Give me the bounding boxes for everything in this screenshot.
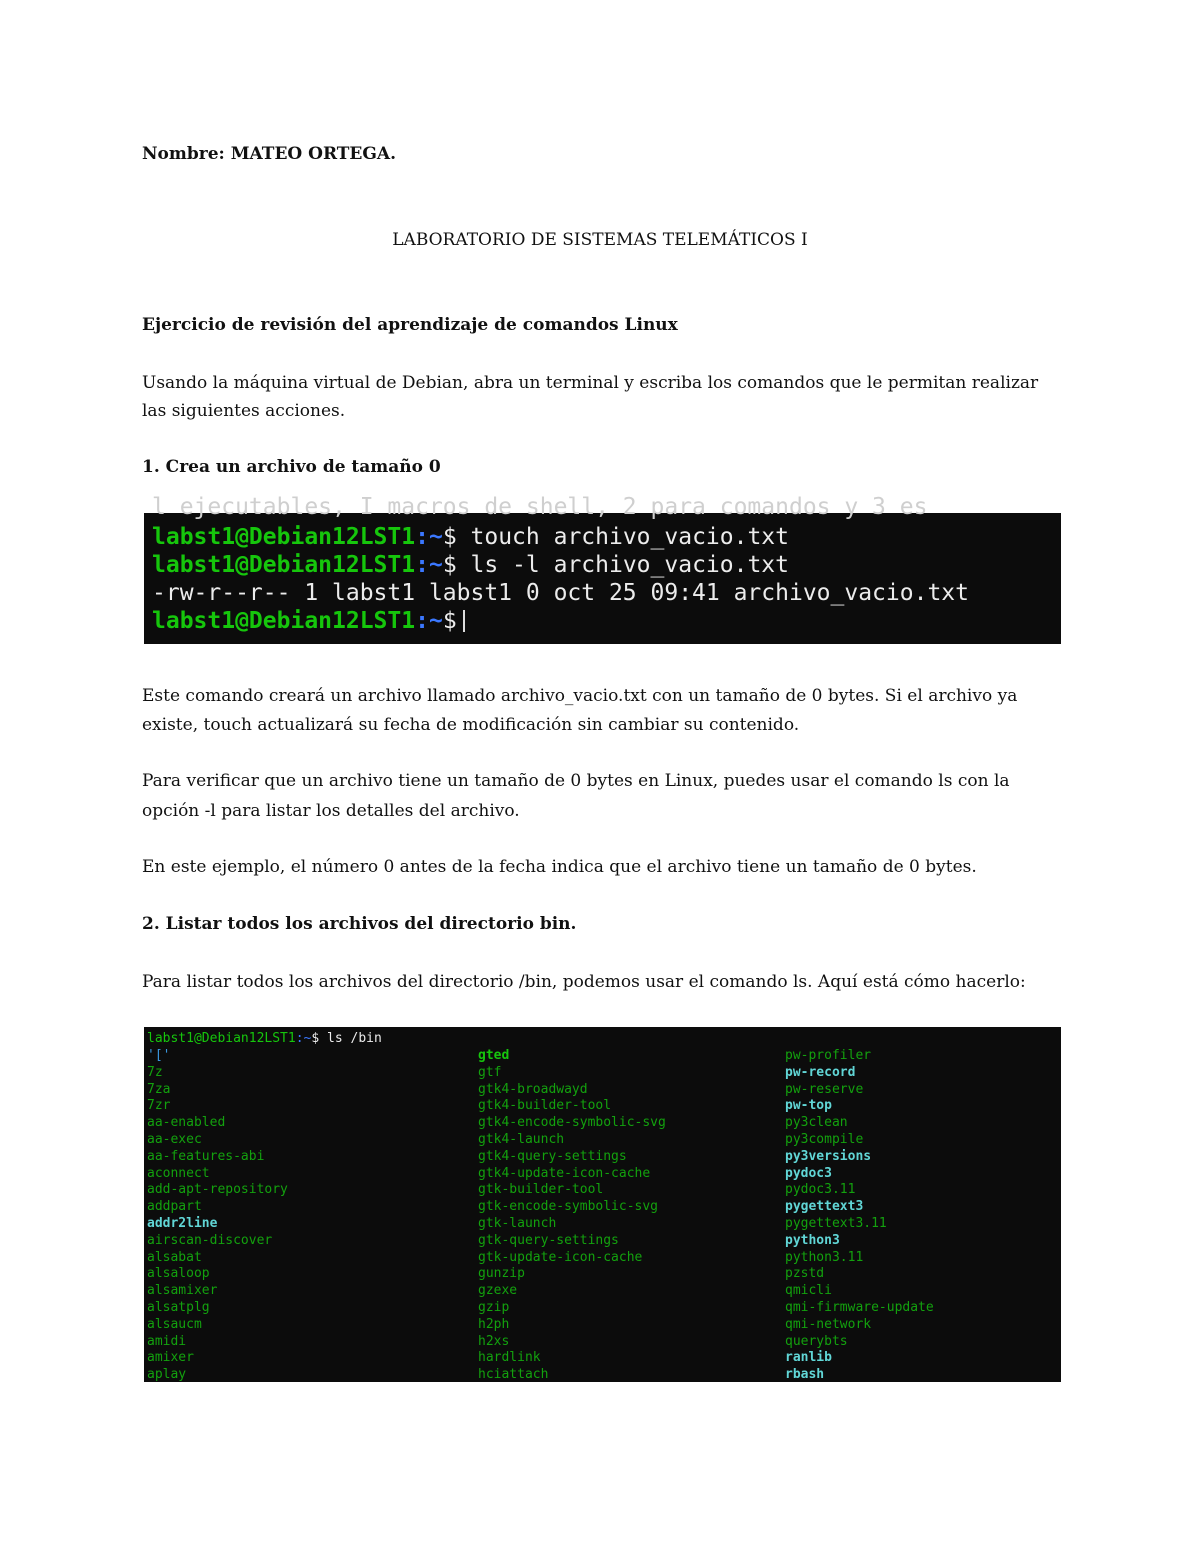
ls-entry: alsamixer [147, 1283, 218, 1299]
terminal-cursor [463, 610, 465, 632]
document-title: LABORATORIO DE SISTEMAS TELEMÁTICOS I [392, 230, 808, 250]
student-name: Nombre: MATEO ORTEGA. [142, 144, 397, 164]
intro-line-1: Usando la máquina virtual de Debian, abra un terminal y escriba los comandos que le permitan realizar [142, 373, 1039, 393]
ls-entry: 7zr [147, 1098, 171, 1114]
ls-column-3 [785, 1048, 934, 1384]
terminal-line-touch [152, 523, 789, 551]
ls-entry: alsatplg [147, 1299, 210, 1315]
ls-entry: gtk-encode-symbolic-svg [478, 1199, 659, 1215]
ls-entry: rbash [785, 1367, 825, 1383]
prompt-symbol: $ [442, 552, 457, 578]
ls-entry: add-apt-repository [147, 1182, 288, 1198]
ls-entry: '[' [147, 1048, 171, 1063]
ls-entry: gtk-update-icon-cache [478, 1249, 643, 1265]
ls-entry: 7z [147, 1064, 163, 1080]
prompt-user: labst1@Debian12LST1 [152, 552, 416, 578]
ls-entry: pydoc3 [785, 1165, 832, 1181]
ls-entry: alsaucm [147, 1316, 202, 1332]
ls-entry: py3compile [785, 1131, 864, 1147]
ls-entry: gtk-builder-tool [478, 1182, 604, 1198]
prompt-symbol: $ [442, 524, 457, 550]
ls-entry: amidi [147, 1333, 187, 1349]
ls-entry: gtk4-update-icon-cache [478, 1165, 651, 1181]
terminal-line-ls [152, 551, 789, 579]
ls-entry: addpart [147, 1199, 202, 1215]
ls-entry: amixer [147, 1350, 194, 1366]
prompt-path: :~ [415, 608, 443, 634]
para2-line-1: Para verificar que un archivo tiene un tamaño de 0 bytes en Linux, puedes usar el comando ls con la [142, 771, 1010, 791]
command-touch: touch archivo_vacio.txt [456, 524, 790, 550]
prompt-path: :~ [415, 552, 443, 578]
prompt-user: labst1@Debian12LST1 [147, 1031, 296, 1046]
ls-entry: hciattach [478, 1367, 549, 1383]
ls-entry: aconnect [147, 1165, 210, 1181]
section2-para: Para listar todos los archivos del directorio /bin, podemos usar el comando ls. Aquí está cómo hacerlo: [142, 972, 1026, 992]
ls-entry: pw-record [785, 1064, 856, 1080]
terminal-cut-line: l ejecutables, I macros de shell, 2 para comandos y 3 es [152, 494, 928, 520]
ls-entry: pw-top [785, 1098, 832, 1114]
exercise-heading: Ejercicio de revisión del aprendizaje de comandos Linux [142, 315, 678, 335]
ls-entry: h2ph [478, 1316, 510, 1332]
prompt-command: $ ls /bin [311, 1031, 382, 1046]
ls-entry: hardlink [478, 1350, 541, 1366]
ls-entry: alsaloop [147, 1266, 210, 1282]
ls-entry: gtf [478, 1064, 502, 1080]
terminal-screenshot-ls-bin [144, 1027, 1061, 1382]
ls-entry: pw-reserve [785, 1081, 864, 1097]
terminal-screenshot-touch [144, 494, 1061, 644]
intro-line-2: las siguientes acciones. [142, 401, 346, 421]
para2-line-2: opción -l para listar los detalles del archivo. [142, 801, 520, 821]
ls-entry: gtk4-launch [478, 1131, 565, 1147]
ls-entry: gzip [478, 1299, 510, 1315]
ls-entry: qmi-firmware-update [785, 1299, 934, 1315]
para3: En este ejemplo, el número 0 antes de la fecha indica que el archivo tiene un tamaño de 0 bytes. [142, 857, 977, 877]
ls-entry: 7za [147, 1081, 171, 1097]
ls-entry: python3 [785, 1232, 840, 1248]
ls-entry: py3versions [785, 1148, 872, 1164]
ls-entry: pygettext3 [785, 1199, 864, 1215]
ls-entry: qmicli [785, 1283, 832, 1299]
ls-entry: pydoc3.11 [785, 1182, 856, 1198]
ls-entry: py3clean [785, 1115, 848, 1131]
prompt-path: :~ [415, 524, 443, 550]
ls-entry: python3.11 [785, 1249, 864, 1265]
terminal-prompt-line [147, 1031, 382, 1048]
ls-entry: gunzip [478, 1266, 525, 1282]
command-ls: ls -l archivo_vacio.txt [456, 552, 790, 578]
prompt-symbol: $ [442, 608, 457, 634]
ls-entry: gtk4-encode-symbolic-svg [478, 1115, 666, 1131]
ls-entry: gtk4-query-settings [478, 1148, 627, 1164]
prompt-user: labst1@Debian12LST1 [152, 608, 416, 634]
ls-entry: aplay [147, 1367, 187, 1383]
ls-entry: gtk-query-settings [478, 1232, 619, 1248]
ls-column-2 [478, 1048, 666, 1384]
ls-entry: pygettext3.11 [785, 1215, 887, 1231]
ls-column-1 [147, 1048, 288, 1384]
section1-heading: 1. Crea un archivo de tamaño 0 [142, 457, 441, 477]
section2-heading: 2. Listar todos los archivos del directorio bin. [142, 914, 577, 934]
prompt-user: labst1@Debian12LST1 [152, 524, 416, 550]
ls-entry: gzexe [478, 1283, 518, 1299]
terminal-line-prompt [152, 607, 465, 635]
ls-entry: qmi-network [785, 1316, 872, 1332]
ls-entry: h2xs [478, 1333, 510, 1349]
ls-entry: alsabat [147, 1249, 202, 1265]
para1-line-2: existe, touch actualizará su fecha de modificación sin cambiar su contenido. [142, 715, 800, 735]
ls-entry: aa-features-abi [147, 1148, 265, 1164]
ls-entry: gted [478, 1048, 510, 1063]
ls-entry: airscan-discover [147, 1232, 273, 1248]
terminal-output: -rw-r--r-- 1 labst1 labst1 0 oct 25 09:41 archivo_vacio.txt [152, 580, 969, 606]
ls-entry: pw-profiler [785, 1048, 872, 1063]
ls-entry: ranlib [785, 1350, 832, 1366]
ls-entry: pzstd [785, 1266, 825, 1282]
ls-entry: aa-enabled [147, 1115, 226, 1131]
ls-entry: gtk-launch [478, 1215, 557, 1231]
prompt-path: :~ [295, 1031, 312, 1046]
ls-entry: addr2line [147, 1215, 218, 1231]
ls-entry: gtk4-broadwayd [478, 1081, 588, 1097]
ls-entry: querybts [785, 1333, 848, 1349]
para1-line-1: Este comando creará un archivo llamado archivo_vacio.txt con un tamaño de 0 bytes. Si el archivo ya [142, 686, 1018, 706]
ls-entry: gtk4-builder-tool [478, 1098, 612, 1114]
ls-entry: aa-exec [147, 1131, 202, 1147]
